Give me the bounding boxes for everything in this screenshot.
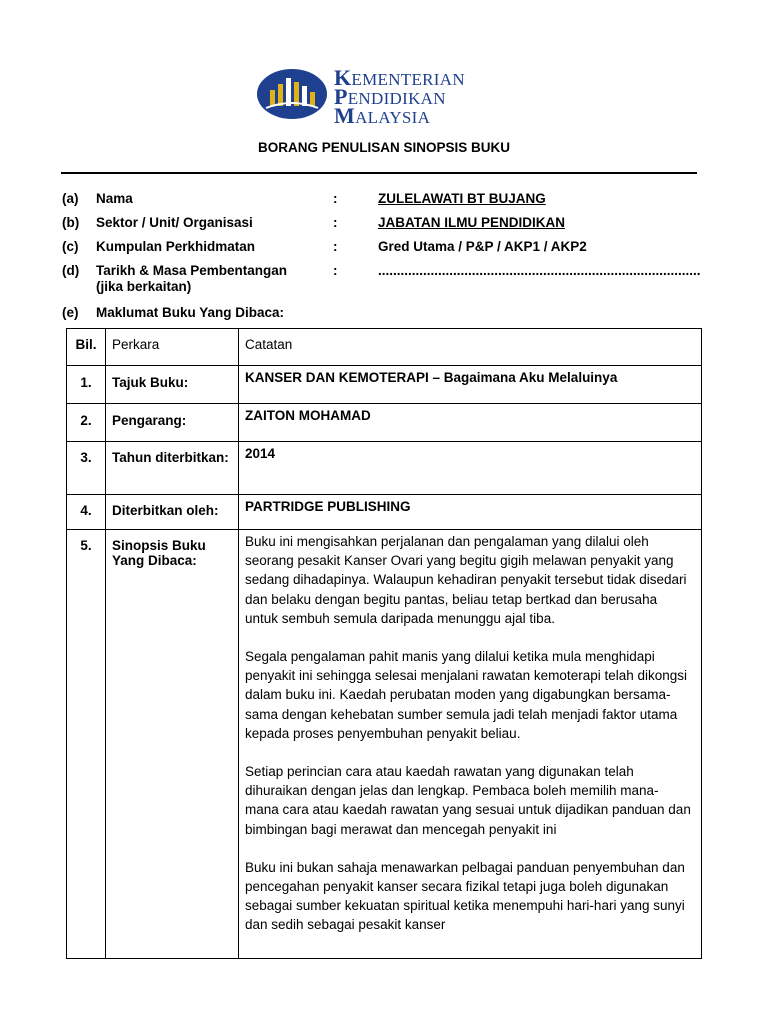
synopsis-paragraph: Buku ini bukan sahaja menawarkan pelbagai panduan penyembuhan dan pencegahan penyakit kanser secara fizikal tetapi juga boleh digunakan sebagai sumber kekuatan spiritual ketika menempuhi hari-hari yang sunyi dan sedih sebagai pesakit kanser [245, 859, 685, 933]
field-value: ...................................................................................... [378, 263, 701, 278]
row-item: Sinopsis Buku Yang Dibaca: [106, 530, 239, 959]
row-number: 1. [67, 366, 106, 404]
ministry-name [334, 65, 465, 128]
row-note: 2014 [239, 442, 702, 495]
row-item: Pengarang: [106, 404, 239, 442]
title-divider [61, 172, 697, 174]
row-number: 3. [67, 442, 106, 495]
field-label: Tarikh & Masa Pembentangan [96, 263, 288, 278]
ministry-logo [256, 66, 516, 126]
field-colon: : [333, 239, 338, 254]
logo-rest: ALAYSIA [355, 108, 431, 127]
logo-initial: M [334, 103, 356, 128]
logo-rest: EMENTERIAN [351, 70, 465, 89]
logo-initial: P [334, 84, 348, 109]
table-row [67, 404, 702, 442]
header-catatan: Catatan [239, 329, 702, 366]
ministry-emblem-icon [256, 68, 328, 120]
field-value: ZULELAWATI BT BUJANG [378, 191, 546, 206]
field-code: (a) [62, 191, 79, 206]
field-value: Gred Utama / P&P / AKP1 / AKP2 [378, 239, 587, 254]
logo-initial: K [334, 65, 352, 90]
row-number: 2. [67, 404, 106, 442]
row-note: PARTRIDGE PUBLISHING [239, 495, 702, 530]
field-label: Sektor / Unit/ Organisasi [96, 215, 253, 230]
logo-rest: ENDIDIKAN [347, 89, 446, 108]
synopsis-text [239, 530, 702, 959]
row-note: KANSER DAN KEMOTERAPI – Bagaimana Aku Melaluinya [239, 366, 702, 404]
table-row-synopsis [67, 530, 702, 959]
field-colon: : [333, 191, 338, 206]
table-row [67, 366, 702, 404]
row-number: 5. [67, 530, 106, 959]
row-item: Tajuk Buku: [106, 366, 239, 404]
synopsis-paragraph: Setiap perincian cara atau kaedah rawatan yang digunakan telah dihuraikan dengan jelas dan lengkap. Pembaca boleh memilih mana-mana cara atau kaedah rawatan yang sesuai untuk dijadikan panduan dan bimbingan bagi merawat dan mencegah penyakit ini [245, 764, 691, 837]
form-title: BORANG PENULISAN SINOPSIS BUKU [257, 140, 511, 155]
book-info-table [66, 328, 702, 959]
field-code: (b) [62, 215, 80, 230]
logo-line-1 [334, 65, 465, 90]
field-label-note: (jika berkaitan) [96, 279, 192, 294]
header-perkara: Perkara [106, 329, 239, 366]
row-number: 4. [67, 495, 106, 530]
header-bil: Bil. [67, 329, 106, 366]
synopsis-paragraph: Buku ini mengisahkan perjalanan dan pengalaman yang dilalui oleh seorang pesakit Kanser Ovari yang begitu gigih melawan penyakit yang sedang dihadapinya. Walaupun kehadiran penyakit tersebut tidak disedari dan belaku dengan begitu pantas, beliau tetap bertkad dan berusaha untuk sembuh semula daripada menunggu ajal tiba. [245, 534, 687, 626]
table-row [67, 442, 702, 495]
field-code: (d) [62, 263, 80, 278]
synopsis-paragraph: Segala pengalaman pahit manis yang dilalui ketika mula menghidapi penyakit ini sehingga selesai menjalani rawatan kemoterapi telah dikongsi dalam buku ini. Kaedah perubatan moden yang digabungkan bersama-sama dengan kehebatan sumber semula jadi telah menjadi faktor utama kepada proses penyembuhan penyakit beliau. [245, 649, 688, 741]
logo-line-3 [334, 103, 465, 128]
field-label: Kumpulan Perkhidmatan [96, 239, 256, 254]
row-item: Tahun diterbitkan: [106, 442, 239, 495]
field-code: (e) [62, 305, 79, 320]
table-header-row [67, 329, 702, 366]
row-note: ZAITON MOHAMAD [239, 404, 702, 442]
field-label: Nama [96, 191, 133, 206]
field-label: Maklumat Buku Yang Dibaca: [96, 305, 285, 320]
table-row [67, 495, 702, 530]
field-value: JABATAN ILMU PENDIDIKAN [378, 215, 565, 230]
row-item: Diterbitkan oleh: [106, 495, 239, 530]
field-colon: : [333, 215, 338, 230]
field-colon: : [333, 263, 338, 278]
field-code: (c) [62, 239, 79, 254]
